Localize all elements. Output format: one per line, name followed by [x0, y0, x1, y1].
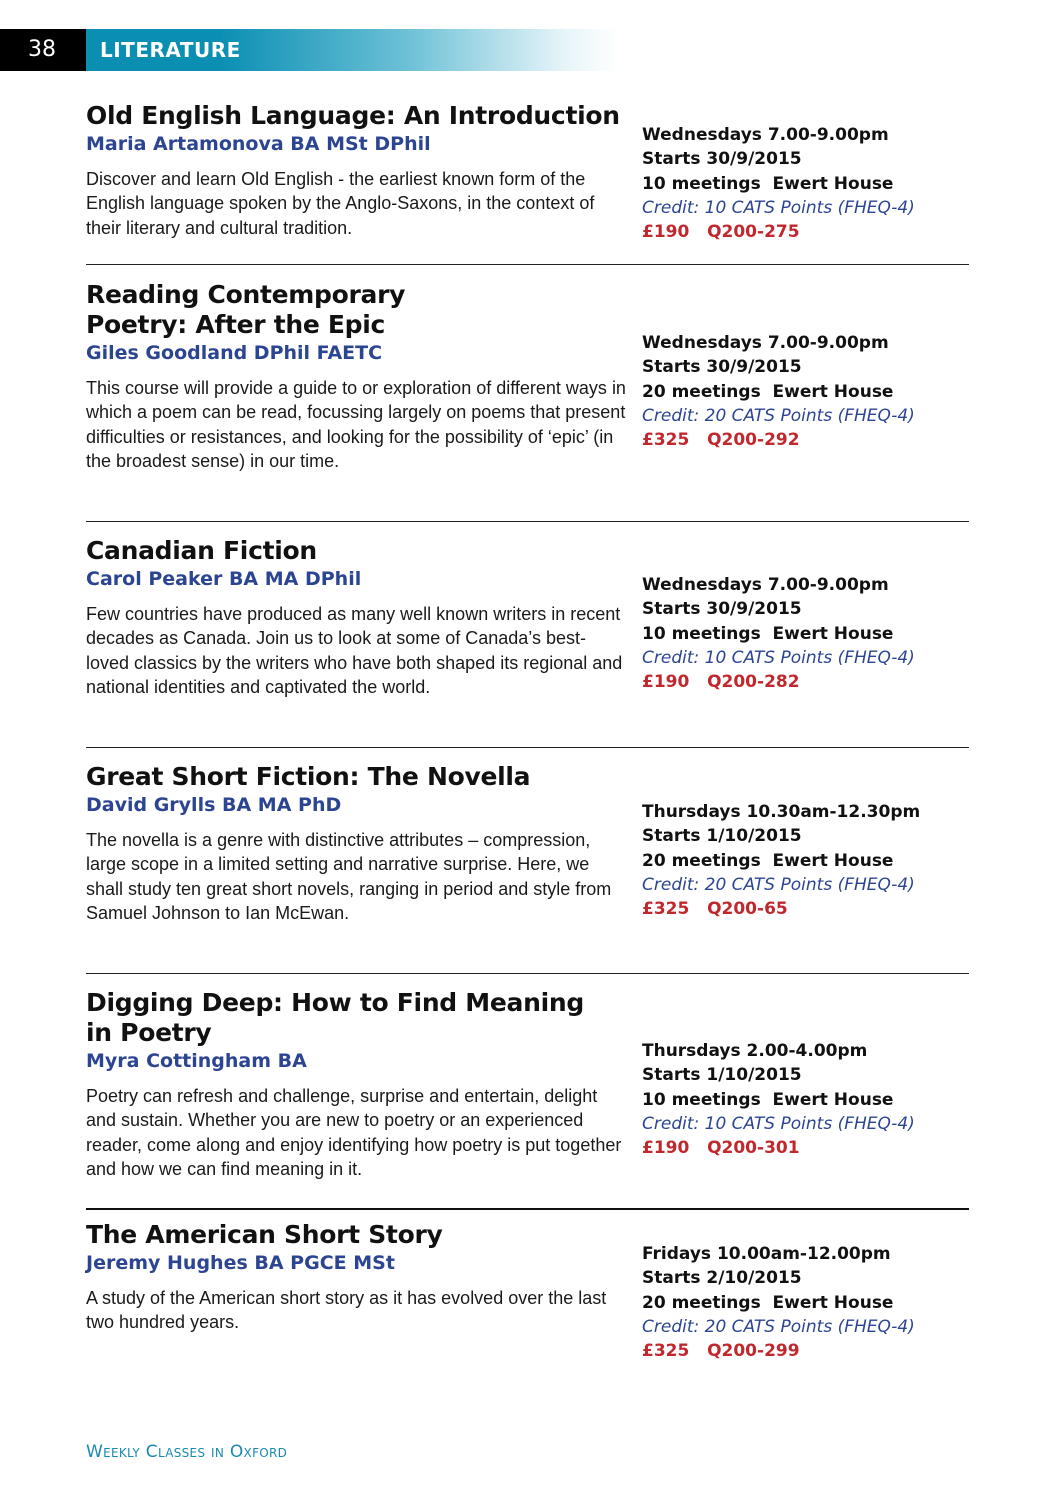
- course-start-date: Starts 30/9/2015: [642, 599, 802, 620]
- course-description: Discover and learn Old English - the earliest known form of the English language spoken by the Anglo-Saxons, in the context of their literary and cultural tradition.: [86, 169, 595, 238]
- course-description: This course will provide a guide to or exploration of different ways in which a poem can be read, focussing largely on poems that present difficulties or resistances, and looking for the possibility of ‘epic’ (in the broadest sense) in our time.: [86, 378, 626, 471]
- course-title: Digging Deep: How to Find Meaning in Poetry: [86, 988, 584, 1047]
- course-description: Poetry can refresh and challenge, surprise and entertain, delight and sustain. Whether you are new to poetry or an experienced reader, come along and enjoy identifying how poetry is put together and how we can find meaning in it.: [86, 1086, 622, 1179]
- footer-title: Weekly Classes in Oxford: [86, 1442, 288, 1462]
- course-title: Great Short Fiction: The Novella: [86, 762, 531, 791]
- course-details: [642, 1242, 915, 1363]
- course-details: [642, 1039, 915, 1160]
- divider: [86, 973, 969, 974]
- divider: [86, 521, 969, 522]
- course-tutor: Carol Peaker BA MA DPhil: [86, 568, 362, 590]
- course-credit: Credit: 10 CATS Points (FHEQ-4): [642, 1113, 915, 1134]
- course-start-date: Starts 1/10/2015: [642, 1065, 802, 1086]
- course-details: [642, 123, 915, 244]
- course-credit: Credit: 20 CATS Points (FHEQ-4): [642, 1316, 915, 1337]
- course-schedule: Thursdays 2.00-4.00pm: [642, 1041, 868, 1061]
- course-price-code: £190 Q200-282: [642, 672, 800, 693]
- course-tutor: Jeremy Hughes BA PGCE MSt: [86, 1252, 395, 1274]
- divider: [86, 1208, 969, 1210]
- course-meetings: 20 meetings Ewert House: [642, 1292, 894, 1313]
- course-schedule: Thursdays 10.30am-12.30pm: [642, 802, 921, 822]
- course-details: [642, 800, 920, 921]
- page-number: 38: [0, 29, 86, 71]
- course-tutor: Giles Goodland DPhil FAETC: [86, 342, 383, 364]
- course-start-date: Starts 2/10/2015: [642, 1268, 802, 1289]
- course-credit: Credit: 20 CATS Points (FHEQ-4): [642, 874, 915, 895]
- course-price-code: £325 Q200-65: [642, 899, 788, 920]
- course-schedule: Wednesdays 7.00-9.00pm: [642, 125, 889, 145]
- course-meetings: 20 meetings Ewert House: [642, 381, 894, 402]
- course-tutor: Myra Cottingham BA: [86, 1050, 307, 1072]
- course-start-date: Starts 30/9/2015: [642, 357, 802, 378]
- divider: [86, 747, 969, 748]
- course-meetings: 10 meetings Ewert House: [642, 1089, 894, 1110]
- course-price-code: £190 Q200-275: [642, 222, 800, 243]
- course-meetings: 10 meetings Ewert House: [642, 173, 894, 194]
- course-credit: Credit: 20 CATS Points (FHEQ-4): [642, 405, 915, 426]
- course-credit: Credit: 10 CATS Points (FHEQ-4): [642, 647, 915, 668]
- course-credit: Credit: 10 CATS Points (FHEQ-4): [642, 197, 915, 218]
- course-description: A study of the American short story as it has evolved over the last two hundred years.: [86, 1288, 607, 1333]
- course-title: The American Short Story: [86, 1220, 443, 1249]
- course-details: [642, 573, 915, 694]
- course-price-code: £190 Q200-301: [642, 1138, 800, 1159]
- course-start-date: Starts 1/10/2015: [642, 826, 802, 847]
- course-title: Old English Language: An Introduction: [86, 101, 620, 130]
- course-title: Canadian Fiction: [86, 536, 317, 565]
- course-description: The novella is a genre with distinctive attributes – compression, large scope in a limited setting and narrative surprise. Here, we shall study ten great short novels, ranging in period and style from Samuel Johnson to Ian McEwan.: [86, 830, 612, 923]
- course-price-code: £325 Q200-299: [642, 1341, 800, 1362]
- course-start-date: Starts 30/9/2015: [642, 149, 802, 170]
- course-schedule: Wednesdays 7.00-9.00pm: [642, 575, 889, 595]
- course-schedule: Wednesdays 7.00-9.00pm: [642, 333, 889, 353]
- course-meetings: 20 meetings Ewert House: [642, 850, 894, 871]
- section-header: LITERATURE: [86, 29, 620, 71]
- course-price-code: £325 Q200-292: [642, 430, 800, 451]
- course-title: Reading Contemporary Poetry: After the Epic: [86, 280, 406, 339]
- course-tutor: Maria Artamonova BA MSt DPhil: [86, 133, 431, 155]
- course-tutor: David Grylls BA MA PhD: [86, 794, 342, 816]
- divider: [86, 264, 969, 265]
- course-schedule: Fridays 10.00am-12.00pm: [642, 1244, 891, 1264]
- course-meetings: 10 meetings Ewert House: [642, 623, 894, 644]
- course-details: [642, 331, 915, 452]
- course-description: Few countries have produced as many well known writers in recent decades as Canada. Join us to look at some of Canada’s best-loved classics by the writers who have both shaped its regional and national identities and captivated the world.: [86, 604, 623, 697]
